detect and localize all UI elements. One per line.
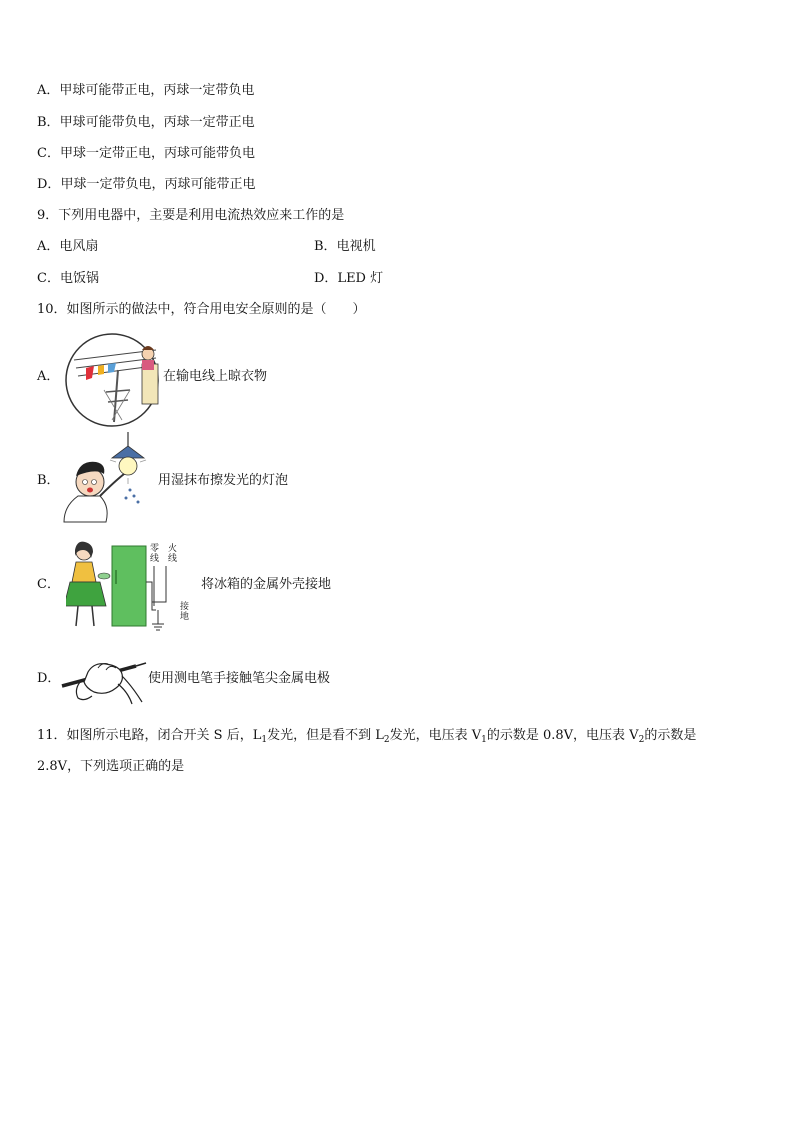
q8-option-d: [37, 176, 255, 194]
option-letter: D．: [37, 177, 61, 192]
option-text: 甲球一定带正电，丙球可能带负电: [59, 146, 255, 161]
q10-option-c-letter: C．: [37, 577, 60, 592]
q10-option-b-caption: 用湿抹布擦发光的灯泡: [158, 473, 289, 488]
option-text: 电饭锅: [59, 271, 99, 286]
q10-option-a-letter: A．: [37, 369, 60, 384]
q10-option-a-caption: 在输电线上晾衣物: [163, 369, 268, 384]
q8-option-c: [37, 145, 255, 163]
option-text: 电风扇: [59, 239, 99, 254]
q10-option-c-caption: 将冰箱的金属外壳接地: [201, 577, 332, 592]
option-text: LED 灯: [337, 271, 384, 286]
q8-option-b: [37, 114, 255, 132]
option-letter: B．: [37, 115, 60, 130]
option-letter: A．: [37, 83, 60, 98]
wiping-bulb-illustration: [60, 432, 158, 528]
option-letter: D．: [314, 271, 338, 286]
live-wire-label: 火 线: [168, 544, 178, 564]
clothes-on-power-line-illustration: [64, 330, 162, 428]
q9-option-c: [37, 270, 99, 288]
q9-option-a: [37, 238, 98, 256]
neutral-wire-label: 零 线: [150, 544, 160, 564]
ground-label: 接 地: [180, 602, 190, 622]
option-letter: A．: [37, 239, 60, 254]
option-letter: C．: [37, 146, 60, 161]
q9-option-d: [314, 270, 383, 288]
fridge-grounding-illustration: [66, 540, 194, 634]
q9-option-b: [314, 238, 376, 256]
q9-stem: 9．下列用电器中，主要是利用电流热效应来工作的是: [37, 208, 345, 223]
option-letter: B．: [314, 239, 337, 254]
option-text: 电视机: [336, 239, 376, 254]
option-text: 甲球一定带负电，丙球可能带正电: [60, 177, 256, 192]
test-pen-illustration: [60, 652, 148, 706]
q10-stem: 10．如图所示的做法中，符合用电安全原则的是（ ）: [37, 302, 366, 317]
q10-option-d-caption: 使用测电笔手接触笔尖金属电极: [148, 671, 331, 686]
q10-option-b-letter: B．: [37, 473, 60, 488]
option-text: 甲球可能带正电，丙球一定带负电: [59, 83, 255, 98]
q11-stem-line2: 2.8V，下列选项正确的是: [37, 759, 185, 774]
q10-option-d-letter: D．: [37, 671, 61, 686]
q11-stem-line1: 11．如图所示电路，闭合开关 S 后，$L_1$发光，但是看不到 $L_2$发光，电压表 $V_1$的示数是 0.8V，电压表 $V_2$的示数是: [37, 728, 697, 745]
option-text: 甲球可能带负电，丙球一定带正电: [59, 115, 255, 130]
option-letter: C．: [37, 271, 60, 286]
q8-option-a: [37, 82, 254, 100]
